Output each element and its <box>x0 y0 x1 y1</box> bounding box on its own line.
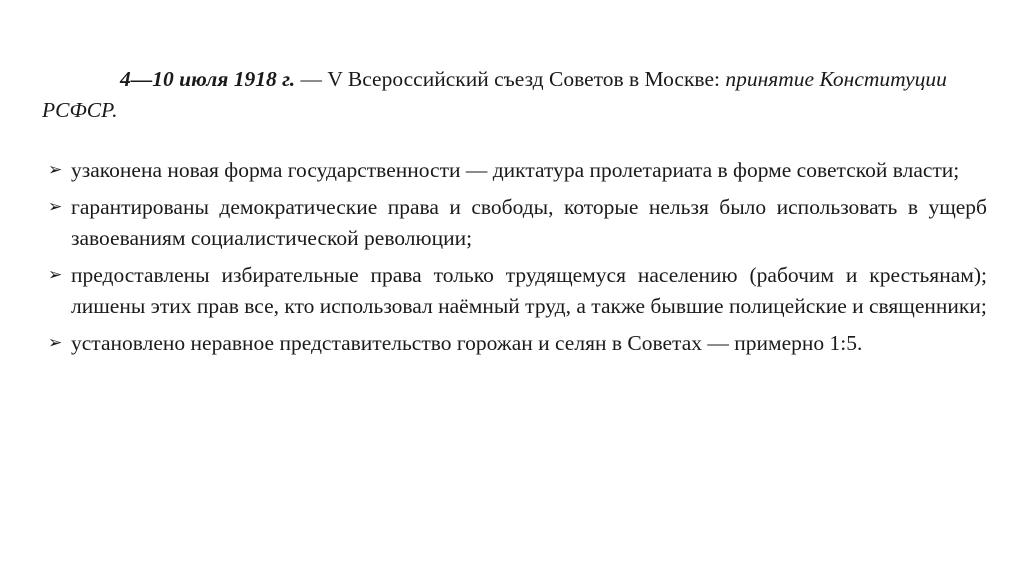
arrow-bullet-icon: ➢ <box>48 265 63 285</box>
bullet-list <box>48 155 987 365</box>
bullet-item-3 <box>48 260 987 322</box>
bullet-text: установлено неравное представительство горожан и селян в Советах — примерно 1:5. <box>71 331 863 355</box>
arrow-bullet-icon: ➢ <box>48 197 63 217</box>
heading-result: принятие Конституции РСФСР. <box>42 67 947 122</box>
heading-event: — V Всероссийский съезд Советов в Москве: <box>295 67 726 91</box>
arrow-bullet-icon: ➢ <box>48 160 63 180</box>
heading-date: 4—10 июля 1918 г. <box>120 67 296 91</box>
bullet-item-1 <box>48 155 987 186</box>
bullet-item-2 <box>48 192 987 254</box>
slide-heading <box>42 64 987 126</box>
arrow-bullet-icon: ➢ <box>48 333 63 353</box>
bullet-text: гарантированы демократические права и свободы, которые нельзя было использовать в ущерб завоеваниям социалистической революции; <box>71 195 987 250</box>
bullet-item-4 <box>48 328 987 359</box>
bullet-text: предоставлены избирательные права только трудящемуся населению (рабочим и крестьянам); лишены этих прав все, кто использовал наёмный труд, а также бывшие полицейские и священники; <box>71 263 987 318</box>
bullet-text: узаконена новая форма государственности — диктатура пролетариата в форме советской власти; <box>71 158 960 182</box>
